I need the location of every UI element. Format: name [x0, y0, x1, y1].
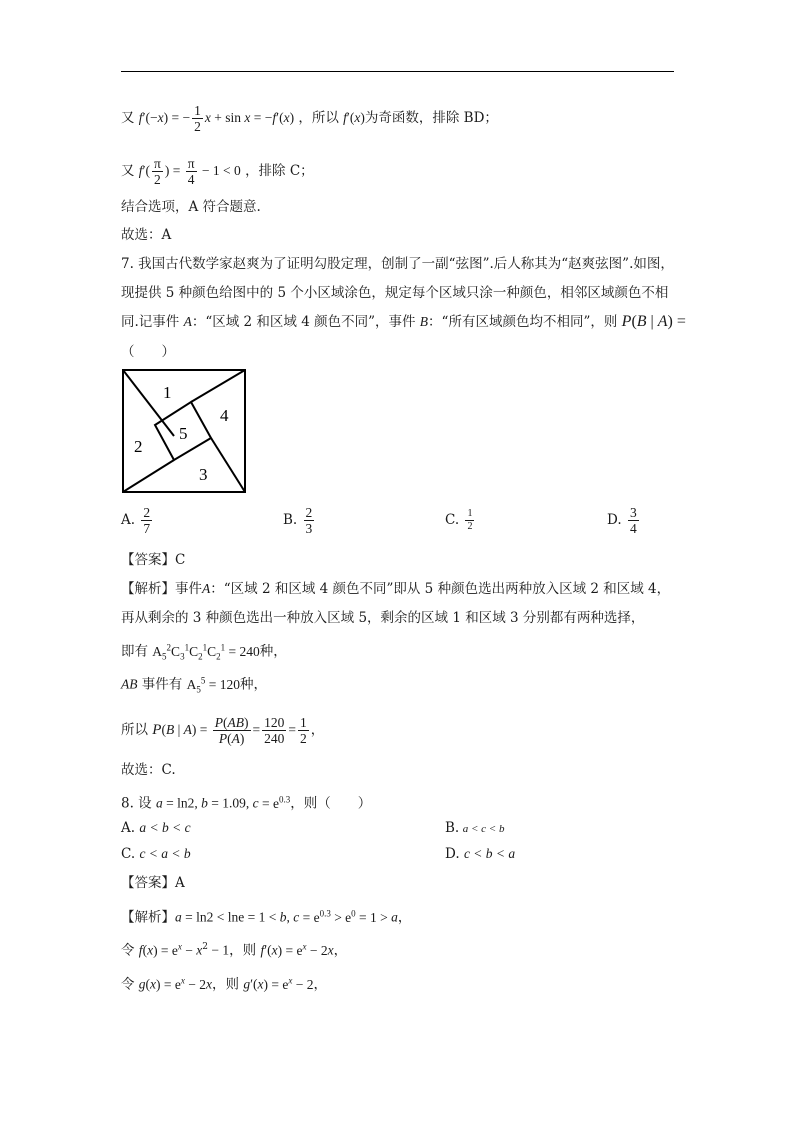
question-7-line: 同.记事件 A：“区域 2 和区域 4 颜色不同”，事件 B：“所有区域颜色均不相同”，则 P(B | A) =	[121, 313, 686, 330]
option-b[interactable]: B. a < c < b	[445, 820, 505, 836]
question-7-line: 7. 我国古代数学家赵爽为了证明勾股定理，创制了一副“弦图”.后人称其为“赵爽弦图”.如图，	[121, 256, 674, 272]
option-c[interactable]: C. c < a < b	[121, 846, 191, 862]
text: ，所以	[298, 110, 339, 126]
solution-line: 令 $f(x) = e^x - x^2 - 1$，则 $f'(x) = e^x - 2x$，	[121, 941, 348, 959]
solution-line: 再从剩余的 3 种颜色选出一种放入区域 5，剩余的区域 1 和区域 3 分别都有两种选择，	[121, 610, 645, 626]
option-d[interactable]: D. $\frac{3}{4}$	[607, 505, 637, 536]
solution-line: 即有 $A_5^2C_3^1C_2^1C_2^1 = 240$种，	[121, 642, 287, 662]
region-label-2: 2	[134, 437, 143, 456]
region-label-1: 1	[163, 383, 172, 402]
text-line: 又 f′(−x) = − $\frac{1}{2}$ x + sin x = −f′(x) ，所以 f′(x)为奇函数，排除 BD；	[121, 103, 498, 134]
solution-line: AB 事件有 $A_5^5 = 120$种，	[121, 675, 267, 695]
solution-line: 【解析】a = ln2 < lne = 1 < b, $c = e^{0.3} > e^0 = 1 > a$，	[121, 908, 412, 926]
solution-line: 所以 P(B | A) = $\frac{P(AB)}{P(A)}$ = $\frac{120}{240}$ = $\frac{1}{2}$ ，	[121, 715, 325, 746]
answer-label: 【答案】A	[121, 875, 185, 891]
text-line: 故选：A	[121, 227, 172, 243]
text: ，排除 C；	[245, 163, 314, 179]
text: 又	[121, 110, 135, 126]
question-7-line: 现提供 5 种颜色给图中的 5 个小区域涂色，规定每个区域只涂一种颜色，相邻区域颜色不相	[121, 285, 669, 301]
answer-paren: （ ）	[121, 344, 175, 360]
text-line: 结合选项，A 符合题意.	[121, 199, 261, 215]
option-c[interactable]: C. $\frac{1}{2}$	[445, 508, 473, 532]
option-a[interactable]: A. $\frac{2}{7}$	[121, 505, 151, 536]
question-8-line: 8. 设 a = ln2, b = 1.09, $c = e^{0.3}$，则（ ）	[121, 794, 372, 812]
region-label-3: 3	[199, 465, 208, 484]
text: 同.记事件	[121, 314, 180, 330]
solution-line: 故选：C.	[121, 762, 176, 778]
solution-line: 【解析】事件A：“区域 2 和区域 4 颜色不同”即从 5 种颜色选出两种放入区域 2 和区域 4，	[121, 581, 671, 597]
option-b[interactable]: B. $\frac{2}{3}$	[283, 505, 313, 536]
answer-label: 【答案】C	[121, 552, 186, 568]
region-label-4: 4	[220, 406, 229, 425]
text-line: 又 f′( $\frac{\pi}{2}$ ) = $\frac{\pi}{4}$ − 1 < 0 ，排除 C；	[121, 156, 314, 187]
zhao-shuang-diagram	[122, 369, 246, 493]
option-d[interactable]: D. c < b < a	[445, 846, 516, 862]
text: ：“所有区域颜色均不相同”，则	[428, 314, 618, 330]
option-a[interactable]: A. a < b < c	[121, 820, 191, 836]
text: ：“区域 2 和区域 4 颜色不同”，事件	[191, 314, 416, 330]
header-rule	[121, 71, 674, 72]
solution-line: 令 $g(x) = e^x - 2x$，则 $g'(x) = e^x - 2$，	[121, 975, 328, 993]
text: 又	[121, 163, 135, 179]
text: 为奇函数，排除 BD；	[364, 110, 498, 126]
region-label-5: 5	[179, 424, 188, 443]
